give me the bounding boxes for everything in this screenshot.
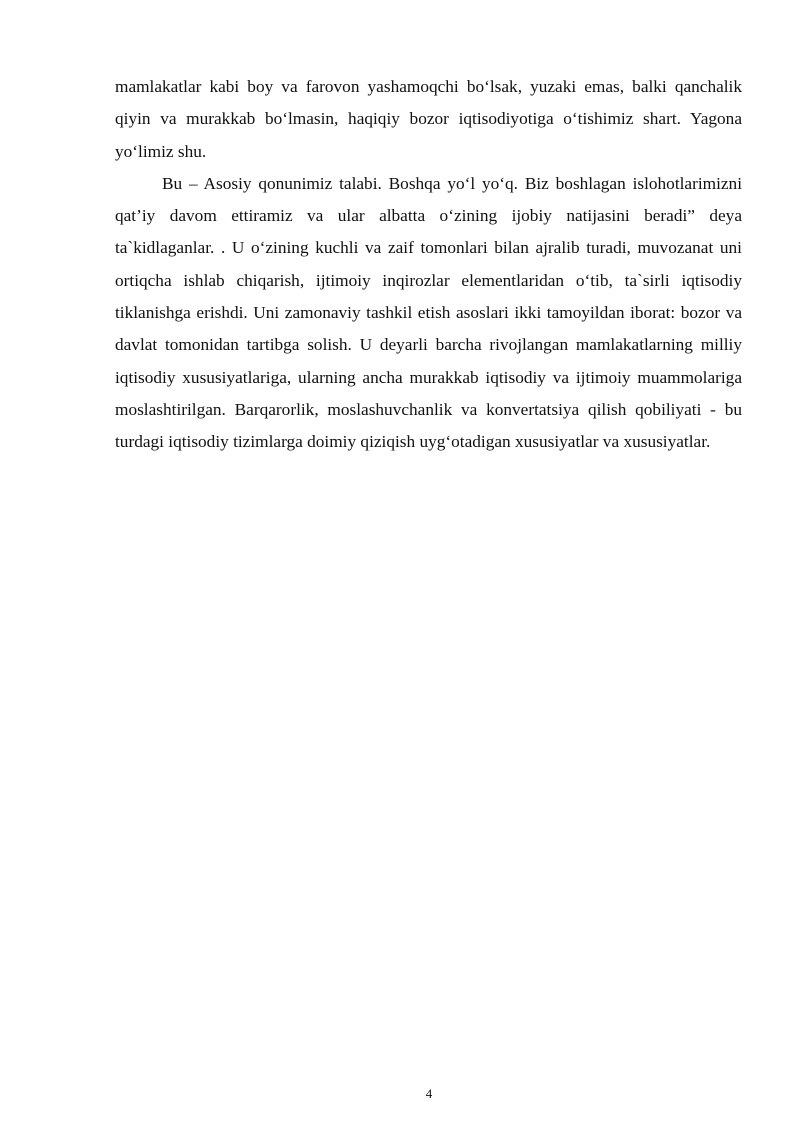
page-number: 4 [425, 1086, 433, 1101]
paragraph-continuation: mamlakatlar kabi boy va farovon yashamoqchi bo‘lsak, yuzaki emas, balki qanchalik qiyin va murakkab bo‘lmasin, haqiqiy bozor iqtisodiyotiga o‘tishimiz shart. Yagona yo‘limiz shu. [115, 77, 742, 161]
body-text [115, 71, 742, 459]
paragraph-main: Bu – Asosiy qonunimiz talabi. Boshqa yo‘l yo‘q. Biz boshlagan islohotlarimizni qat’iy davom ettiramiz va ular albatta o‘zining ijobiy natijasini beradi” deya ta`kidlaganlar. . U o‘zining kuchli va zaif tomonlari bilan ajralib turadi, muvozanat uni ortiqcha ishlab chiqarish, ijtimoiy inqirozlar elementlaridan o‘tib, ta`sirli iqtisodiy tiklanishga erishdi. Uni zamonaviy tashkil etish asoslari ikki tamoyildan iborat: bozor va davlat tomonidan tartibga solish. U deyarli barcha rivojlangan mamlakatlarning milliy iqtisodiy xususiyatlariga, ularning ancha murakkab iqtisodiy va ijtimoiy muammolariga moslashtirilgan. Barqarorlik, moslashuvchanlik va konvertatsiya qilish qobiliyati - bu turdagi iqtisodiy tizimlarga doimiy qiziqish uyg‘otadigan xususiyatlar va xususiyatlar. [115, 173, 742, 452]
